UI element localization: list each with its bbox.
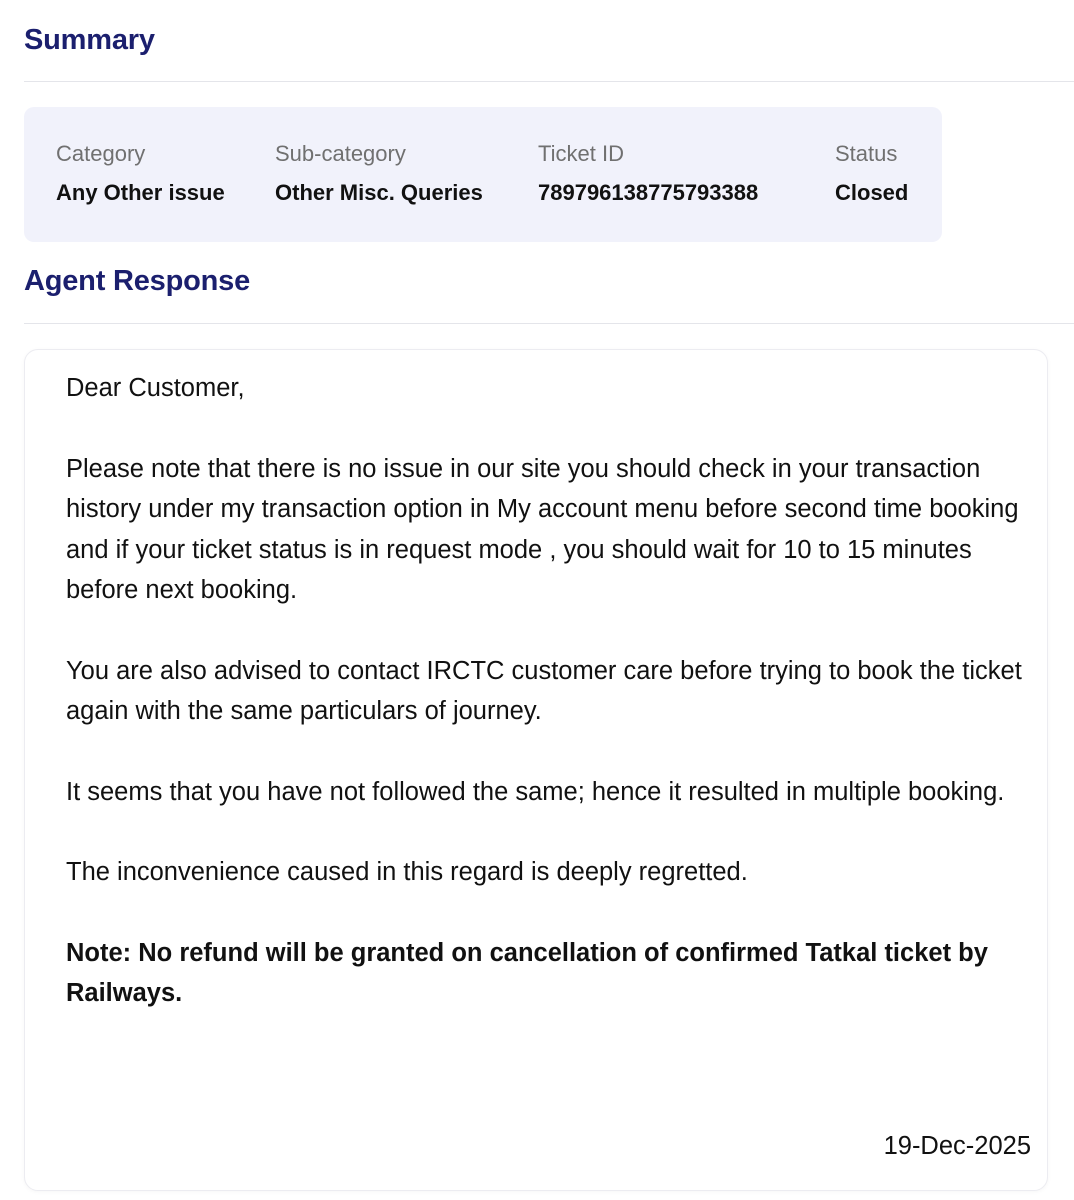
- summary-heading: Summary: [24, 24, 155, 56]
- summary-status: [835, 140, 908, 207]
- summary-category: [56, 140, 225, 207]
- response-greeting: Dear Customer,: [66, 374, 245, 402]
- status-label: Status: [835, 141, 898, 166]
- ticket-id-value: 789796138775793388: [538, 180, 759, 205]
- response-paragraph: The inconvenience caused in this regard is deeply regretted.: [66, 858, 748, 886]
- status-value: Closed: [835, 180, 909, 205]
- summary-divider: [24, 81, 1074, 82]
- subcategory-value: Other Misc. Queries: [275, 180, 483, 205]
- agent-response-body: [66, 368, 1036, 1014]
- response-date: 19-Dec-2025: [883, 1132, 1031, 1160]
- summary-subcategory: [275, 140, 483, 207]
- ticket-id-label: Ticket ID: [538, 141, 624, 166]
- response-paragraph: You are also advised to contact IRCTC customer care before trying to book the ticket again with the same particulars of journey.: [66, 656, 1022, 725]
- category-label: Category: [56, 141, 146, 166]
- subcategory-label: Sub-category: [275, 141, 406, 166]
- agent-response-divider: [24, 323, 1074, 324]
- response-paragraph: Please note that there is no issue in our site you should check in your transaction history under my transaction option in My account menu before second time booking and if your ticket status is in request mode , you should wait for 10 to 15 minutes before next booking.: [66, 454, 1019, 604]
- summary-card: [24, 107, 942, 242]
- summary-ticket-id: [538, 140, 758, 207]
- agent-response-heading: Agent Response: [24, 265, 251, 297]
- category-value: Any Other issue: [56, 180, 225, 205]
- response-paragraph: It seems that you have not followed the same; hence it resulted in multiple booking.: [66, 777, 1005, 806]
- agent-response-card: [24, 349, 1048, 1191]
- response-note: Note: No refund will be granted on cancellation of confirmed Tatkal ticket by Railways.: [66, 938, 988, 1007]
